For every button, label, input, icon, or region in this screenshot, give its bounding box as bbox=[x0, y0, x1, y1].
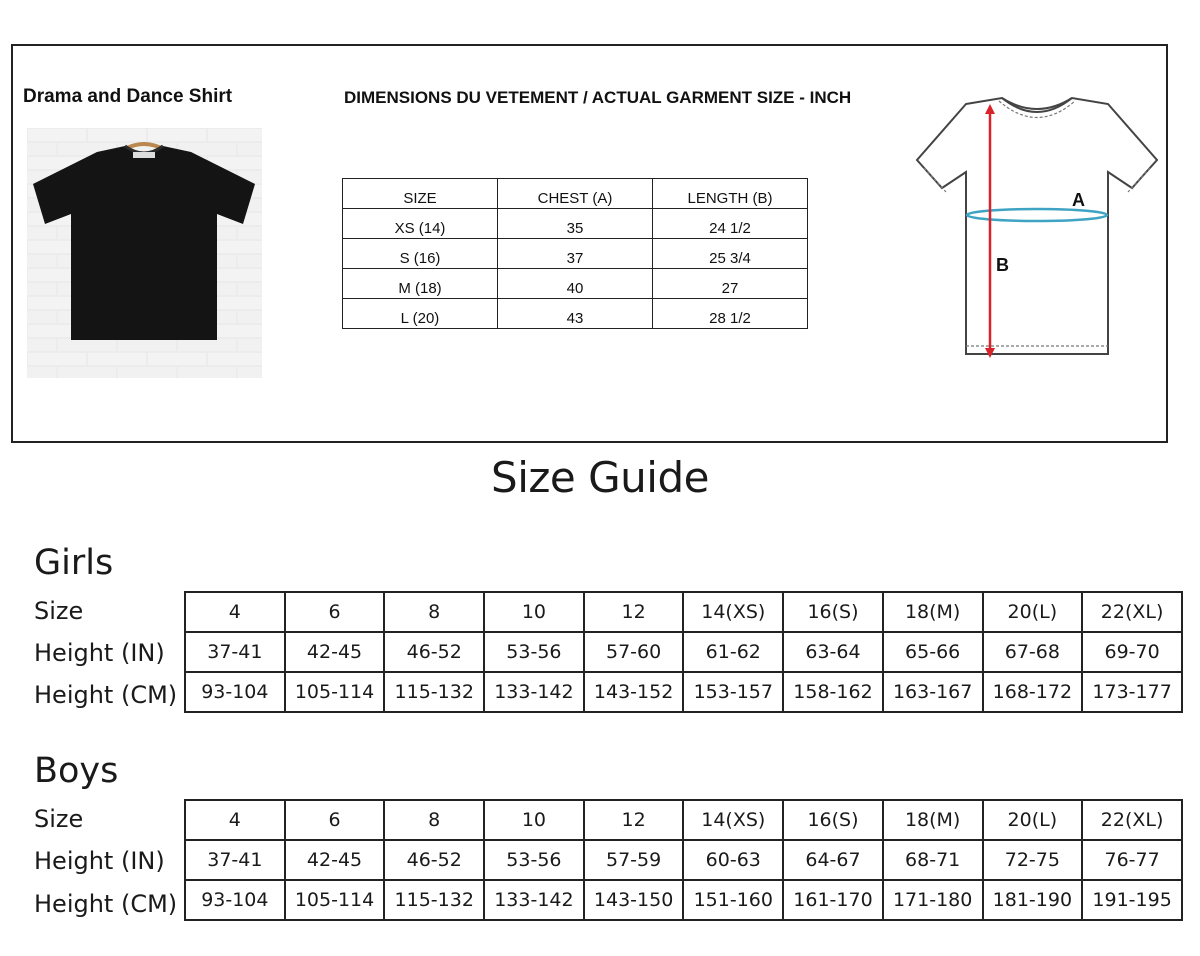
table-cell: 158-162 bbox=[783, 672, 883, 712]
table-row bbox=[185, 840, 1182, 880]
chest-measure-label: A bbox=[1072, 190, 1085, 210]
table-row bbox=[185, 632, 1182, 672]
table-cell: 37-41 bbox=[185, 840, 285, 880]
tshirt-measurement-diagram-icon bbox=[912, 92, 1162, 367]
table-cell: S (16) bbox=[343, 239, 498, 269]
table-cell: 153-157 bbox=[683, 672, 783, 712]
table-cell: 53-56 bbox=[484, 632, 584, 672]
garment-table-title: DIMENSIONS DU VETEMENT / ACTUAL GARMENT SIZE - INCH bbox=[344, 88, 852, 107]
table-cell: 46-52 bbox=[384, 840, 484, 880]
black-tshirt-on-hanger-photo bbox=[27, 128, 262, 378]
table-cell: 168-172 bbox=[983, 672, 1083, 712]
table-cell: 37 bbox=[498, 239, 653, 269]
table-cell: 12 bbox=[584, 800, 684, 840]
table-cell: M (18) bbox=[343, 269, 498, 299]
table-header-cell: SIZE bbox=[343, 179, 498, 209]
table-cell: 18(M) bbox=[883, 800, 983, 840]
table-cell: 10 bbox=[484, 800, 584, 840]
size-guide-title: Size Guide bbox=[491, 453, 709, 502]
table-cell: 43 bbox=[498, 299, 653, 329]
table-cell: 115-132 bbox=[384, 672, 484, 712]
table-cell: 8 bbox=[384, 800, 484, 840]
table-cell: 60-63 bbox=[683, 840, 783, 880]
table-header-cell: CHEST (A) bbox=[498, 179, 653, 209]
table-cell: 173-177 bbox=[1082, 672, 1182, 712]
table-cell: 133-142 bbox=[484, 672, 584, 712]
table-cell: 10 bbox=[484, 592, 584, 632]
table-cell: 163-167 bbox=[883, 672, 983, 712]
table-cell: 64-67 bbox=[783, 840, 883, 880]
row-label-height-in: Height (IN) bbox=[34, 847, 165, 875]
table-cell: 53-56 bbox=[484, 840, 584, 880]
table-cell: 151-160 bbox=[683, 880, 783, 920]
table-cell: 93-104 bbox=[185, 880, 285, 920]
table-cell: L (20) bbox=[343, 299, 498, 329]
table-cell: 68-71 bbox=[883, 840, 983, 880]
table-cell: 46-52 bbox=[384, 632, 484, 672]
table-cell: 72-75 bbox=[983, 840, 1083, 880]
table-cell: 20(L) bbox=[983, 592, 1083, 632]
row-label-size: Size bbox=[34, 805, 84, 833]
table-cell: 24 1/2 bbox=[653, 209, 808, 239]
table-cell: 27 bbox=[653, 269, 808, 299]
table-cell: 28 1/2 bbox=[653, 299, 808, 329]
table-row bbox=[185, 800, 1182, 840]
table-cell: 42-45 bbox=[285, 632, 385, 672]
row-label-size: Size bbox=[34, 597, 84, 625]
table-cell: 67-68 bbox=[983, 632, 1083, 672]
table-cell: 143-152 bbox=[584, 672, 684, 712]
table-cell: 69-70 bbox=[1082, 632, 1182, 672]
table-cell: 14(XS) bbox=[683, 800, 783, 840]
product-photo bbox=[27, 128, 262, 378]
table-cell: 57-59 bbox=[584, 840, 684, 880]
garment-size-table bbox=[342, 178, 808, 329]
table-cell: 16(S) bbox=[783, 592, 883, 632]
table-cell: 105-114 bbox=[285, 880, 385, 920]
table-row bbox=[185, 880, 1182, 920]
table-cell: 105-114 bbox=[285, 672, 385, 712]
row-label-height-cm: Height (CM) bbox=[34, 890, 178, 918]
table-cell: 35 bbox=[498, 209, 653, 239]
table-cell: 42-45 bbox=[285, 840, 385, 880]
table-cell: 4 bbox=[185, 592, 285, 632]
table-row bbox=[185, 592, 1182, 632]
table-row bbox=[343, 269, 808, 299]
table-cell: XS (14) bbox=[343, 209, 498, 239]
table-cell: 93-104 bbox=[185, 672, 285, 712]
tshirt-measurement-diagram bbox=[912, 92, 1162, 367]
table-row bbox=[343, 209, 808, 239]
table-cell: 65-66 bbox=[883, 632, 983, 672]
table-cell: 37-41 bbox=[185, 632, 285, 672]
table-row bbox=[343, 299, 808, 329]
table-cell: 6 bbox=[285, 592, 385, 632]
table-cell: 4 bbox=[185, 800, 285, 840]
table-row bbox=[343, 239, 808, 269]
table-cell: 61-62 bbox=[683, 632, 783, 672]
table-cell: 63-64 bbox=[783, 632, 883, 672]
row-label-height-cm: Height (CM) bbox=[34, 681, 178, 709]
table-cell: 171-180 bbox=[883, 880, 983, 920]
table-header-row bbox=[343, 179, 808, 209]
table-cell: 6 bbox=[285, 800, 385, 840]
table-row bbox=[185, 672, 1182, 712]
table-cell: 181-190 bbox=[983, 880, 1083, 920]
table-cell: 57-60 bbox=[584, 632, 684, 672]
table-cell: 18(M) bbox=[883, 592, 983, 632]
boys-section-title: Boys bbox=[34, 751, 119, 791]
table-cell: 20(L) bbox=[983, 800, 1083, 840]
table-cell: 76-77 bbox=[1082, 840, 1182, 880]
table-cell: 143-150 bbox=[584, 880, 684, 920]
girls-section-title: Girls bbox=[34, 543, 114, 583]
table-cell: 8 bbox=[384, 592, 484, 632]
table-cell: 191-195 bbox=[1082, 880, 1182, 920]
table-cell: 25 3/4 bbox=[653, 239, 808, 269]
table-header-cell: LENGTH (B) bbox=[653, 179, 808, 209]
table-cell: 12 bbox=[584, 592, 684, 632]
row-label-height-in: Height (IN) bbox=[34, 639, 165, 667]
boys-size-table bbox=[184, 799, 1183, 921]
table-cell: 14(XS) bbox=[683, 592, 783, 632]
table-cell: 133-142 bbox=[484, 880, 584, 920]
table-cell: 22(XL) bbox=[1082, 592, 1182, 632]
table-cell: 40 bbox=[498, 269, 653, 299]
table-cell: 161-170 bbox=[783, 880, 883, 920]
table-cell: 22(XL) bbox=[1082, 800, 1182, 840]
length-measure-label: B bbox=[996, 255, 1009, 275]
table-cell: 115-132 bbox=[384, 880, 484, 920]
table-cell: 16(S) bbox=[783, 800, 883, 840]
product-title: Drama and Dance Shirt bbox=[23, 86, 233, 107]
girls-size-table bbox=[184, 591, 1183, 713]
